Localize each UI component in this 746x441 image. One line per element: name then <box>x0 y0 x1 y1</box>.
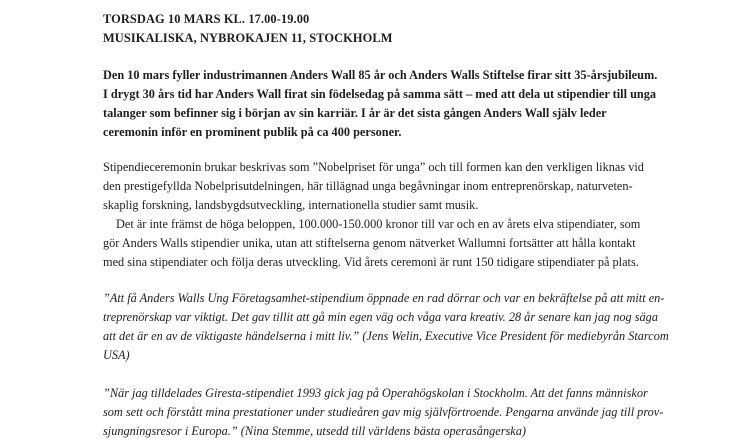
body-line: den prestigefyllda Nobelprisutdelningen, här tillägnad unga begåvningar inom entreprenörskap, naturveten- <box>103 179 633 193</box>
quote-line: ”När jag tilldelades Giresta-stipendiet 1993 gick jag på Operahögskolan i Stockholm. Att det fanns människor <box>103 386 648 400</box>
quote-line: som sett och förstått mina prestationer under studieåren gav mig självförtroende. Pengarna använde jag till prov- <box>103 405 664 419</box>
body-line: skaplig forskning, landsbygdsutveckling, internationella studier samt musik. <box>103 198 479 212</box>
quote-line: sjungningsresor i Europa.” (Nina Stemme, utsedd till världens bästa operasångerska) <box>103 424 526 438</box>
press-release-page <box>103 10 683 441</box>
body-line: Stipendieceremonin brukar beskrivas som ”Nobelpriset för unga” och till formen kan den verkligen liknas vid <box>103 160 644 174</box>
quote-nina-stemme <box>103 384 683 441</box>
lead-line: talanger som befinner sig i början av sin karriär. I år är det sista gången Anders Wall själv leder <box>103 106 607 120</box>
body-paragraph-ceremony <box>103 158 683 215</box>
body-line: gör Anders Walls stipendier unika, utan att stiftelserna genom nätverket Wallumni fortsätter att hålla kontakt <box>103 236 636 250</box>
event-header <box>103 10 683 48</box>
quote-line: att det är en av de viktigaste händelserna i mitt liv.” (Jens Welin, Executive Vice President för mediebyrån Starcom <box>103 329 669 343</box>
event-venue-line: MUSIKALISKA, NYBROKAJEN 11, STOCKHOLM <box>103 31 393 45</box>
lead-line: Den 10 mars fyller industrimannen Anders Wall 85 år och Anders Walls Stiftelse firar sitt 35-årsjubileum. <box>103 68 658 82</box>
quote-line: USA) <box>103 348 130 362</box>
lead-line: ceremonin inför en prominent publik på ca 400 personer. <box>103 125 402 139</box>
quote-line: treprenörskap var viktigt. Det gav tillit att gå min egen väg och våga vara kreativ. 28 år senare kan jag nog säga <box>103 310 658 324</box>
quote-line: ”Att få Anders Walls Ung Företagsamhet-stipendium öppnade en rad dörrar och var en bekräftelse på att mitt en- <box>103 291 665 305</box>
body-paragraph-wallumni <box>103 215 683 272</box>
body-line: med sina stipendiater och följa deras utveckling. Vid årets ceremoni är runt 150 tidigare stipendiater på plats. <box>103 255 639 269</box>
lead-paragraph <box>103 66 683 142</box>
lead-line: I drygt 30 års tid har Anders Wall firat sin födelsedag på samma sätt – med att dela ut stipendier till unga <box>103 87 657 101</box>
event-date-line: TORSDAG 10 MARS KL. 17.00-19.00 <box>103 12 310 26</box>
quote-jens-welin <box>103 289 683 365</box>
body-line: Det är inte främst de höga beloppen, 100.000-150.000 kronor till var och en av årets elva stipendiater, som <box>116 217 641 231</box>
